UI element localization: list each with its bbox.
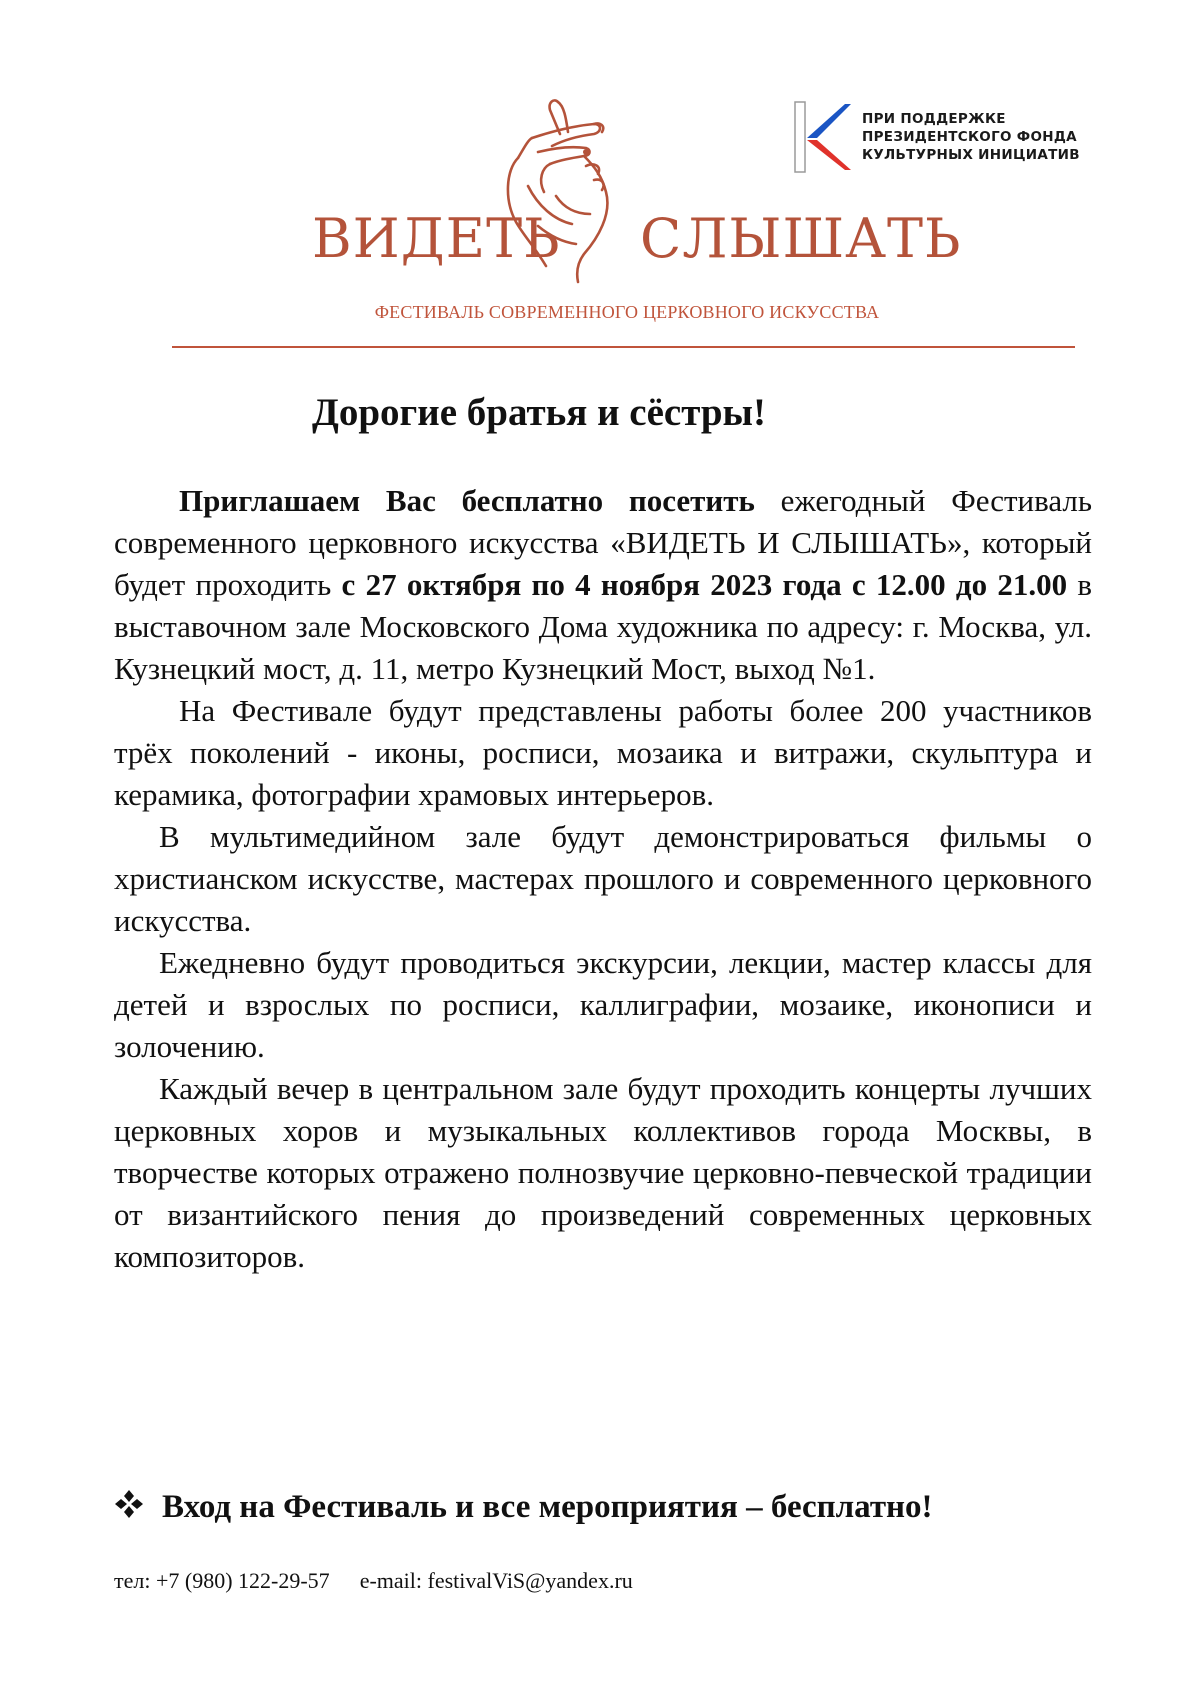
contact-phone[interactable]: тел: +7 (980) 122-29-57 bbox=[114, 1568, 330, 1593]
contacts-line bbox=[114, 1568, 633, 1594]
sponsor-line-2: ПРЕЗИДЕНТСКОГО ФОНДА bbox=[862, 129, 1077, 145]
logo-word-videt: ВИДЕТЬ bbox=[312, 207, 561, 270]
invitation-lead: Приглашаем Вас бесплатно посетить bbox=[179, 483, 755, 518]
invitation-body bbox=[114, 480, 1092, 1278]
greeting-heading: Дорогие братья и сёстры! bbox=[312, 391, 766, 434]
sponsor-line-1: ПРИ ПОДДЕРЖКЕ bbox=[862, 111, 1006, 127]
paragraph-exhibits: На Фестивале будут представлены работы более 200 участников трёх поколений - иконы, росписи, мозаика и витражи, скульптура и керамика, фотографии храмовых интерьеров. bbox=[114, 693, 1092, 812]
contact-email[interactable]: e-mail: festivalViS@yandex.ru bbox=[359, 1568, 633, 1593]
free-entry-text: Вход на Фестиваль и все мероприятия – бесплатно! bbox=[162, 1489, 933, 1525]
pfki-logo-icon bbox=[793, 100, 853, 174]
invitation-text-1: ежегодный Фестиваль современного церковного искусства «ВИДЕТЬ И СЛЫШАТЬ», который будет проходить bbox=[114, 483, 1092, 602]
four-diamonds-icon bbox=[114, 1489, 144, 1519]
logo-word-slyshat: СЛЫШАТЬ bbox=[640, 207, 962, 270]
paragraph-invitation bbox=[114, 480, 1092, 690]
invitation-text-2: в выставочном зале Московского Дома художника по адресу: г. Москва, ул. Кузнецкий мост, д. 11, метро Кузнецкий Мост, выход №1. bbox=[114, 567, 1092, 686]
paragraph-concerts: Каждый вечер в центральном зале будут проходить концерты лучших церковных хоров и музыкальных коллективов города Москвы, в творчестве которых отражено полнозвучие церковно-певческой традиции от византийского пения до произведений современных церковных композиторов. bbox=[114, 1071, 1092, 1274]
paragraph-films: В мультимедийном зале будут демонстрироваться фильмы о христианском искусстве, мастерах прошлого и современного церковного искусства. bbox=[114, 819, 1092, 938]
header-divider bbox=[172, 346, 1075, 348]
free-entry-note bbox=[114, 1488, 1104, 1528]
sponsor-line-3: КУЛЬТУРНЫХ ИНИЦИАТИВ bbox=[862, 147, 1080, 163]
festival-subtitle: ФЕСТИВАЛЬ СОВРЕМЕННОГО ЦЕРКОВНОГО ИСКУССТВА bbox=[374, 302, 880, 322]
paragraph-workshops: Ежедневно будут проводиться экскурсии, лекции, мастер классы для детей и взрослых по росписи, каллиграфии, мозаике, иконописи и золочению. bbox=[114, 945, 1092, 1064]
festival-dates: с 27 октября по 4 ноября 2023 года с 12.00 до 21.00 bbox=[341, 567, 1068, 602]
sponsor-text bbox=[862, 110, 1080, 164]
